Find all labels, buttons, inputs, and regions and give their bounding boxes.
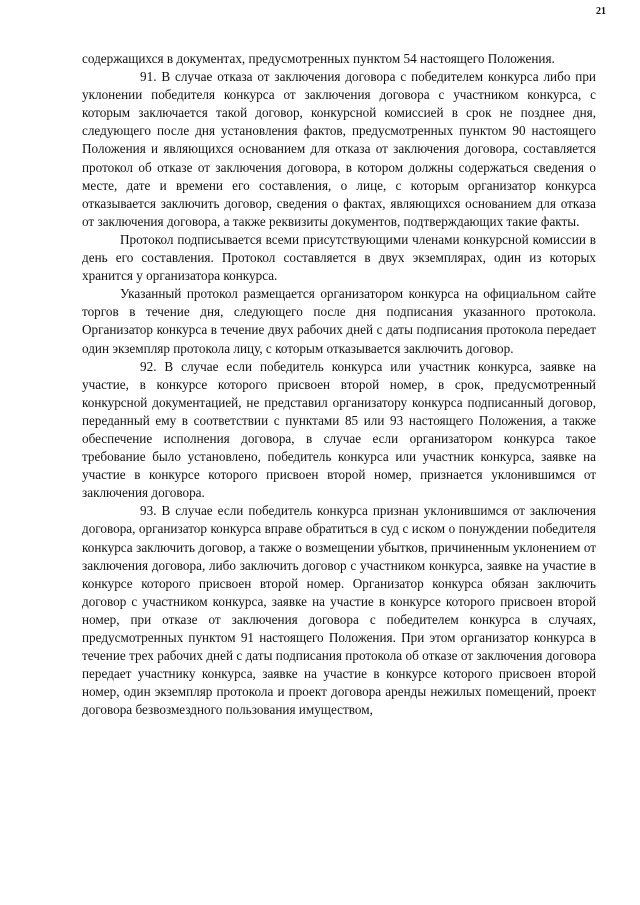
paragraph-91: 91. В случае отказа от заключения договора с победителем конкурса либо при уклонении победителя конкурса от заключения договора с участником конкурса, с которым заключается такой договор, конкурсной комиссией в срок не позднее дня, следующего после дня установления фактов, предусмотренных пунктом 90 настоящего Положения и являющихся основанием для отказа от заключения договора, составляется протокол об отказе от заключения договора, в котором должны содержаться сведения о месте, дате и времени его составления, о лице, с которым организатор конкурса отказывается заключить договор, сведения о фактах, являющихся основанием для отказа от заключения договора, а также реквизиты документов, подтверждающих такие факты. bbox=[82, 69, 596, 229]
paragraph-92: 92. В случае если победитель конкурса или участник конкурса, заявке на участие, в конкурсе которого присвоен второй номер, в срок, предусмотренный конкурсной документацией, не представил организатору конкурса подписанный договор, переданный ему в соответствии с пунктами 85 или 93 настоящего Положения, а также обеспечение исполнения договора, в случае если организатором конкурса такое требование было установлено, победитель конкурса или участник конкурса, заявке на участие в конкурсе которого присвоен второй номер, признается уклонившимся от заключения договора. bbox=[82, 358, 596, 501]
page-number: 21 bbox=[596, 6, 606, 17]
paragraph-protocol-publication: Указанный протокол размещается организатором конкурса на официальном сайте торгов в течение дня, следующего после дня подписания указанного протокола. Организатор конкурса в течение двух рабочих дней с даты подписания протокола передает один экземпляр протокола лицу, с которым отказывается заключить договор. bbox=[82, 286, 596, 356]
paragraph-93: 93. В случае если победитель конкурса признан уклонившимся от заключения договора, организатор конкурса вправе обратиться в суд с иском о понуждении победителя конкурса заключить договор, а также о возмещении убытков, причиненным уклонением от заключения договора, либо заключить договор с участником конкурса, заявке на участие в конкурсе которого присвоен второй номер. Организатор конкурса обязан заключить договор с участником конкурса, заявке на участие в конкурсе которого присвоен второй номер, при отказе от заключения договора с победителем конкурса в случаях, предусмотренных пунктом 91 настоящего Положения. При этом организатор конкурса в течение трех рабочих дней с даты подписания протокола об отказе от заключения договора передает участнику конкурса, заявке на участие в конкурсе которого присвоен второй номер, один экземпляр протокола и проект договора аренды нежилых помещений, проект договора безвозмездного пользования имуществом, bbox=[82, 503, 596, 718]
paragraph-continuation: содержащихся в документах, предусмотренных пунктом 54 настоящего Положения. bbox=[82, 51, 555, 66]
paragraph-protocol-signing: Протокол подписывается всеми присутствующими членами конкурсной комиссии в день его составления. Протокол составляется в двух экземплярах, один из которых хранится у организатора конкурса. bbox=[82, 231, 596, 284]
document-body bbox=[82, 50, 596, 719]
